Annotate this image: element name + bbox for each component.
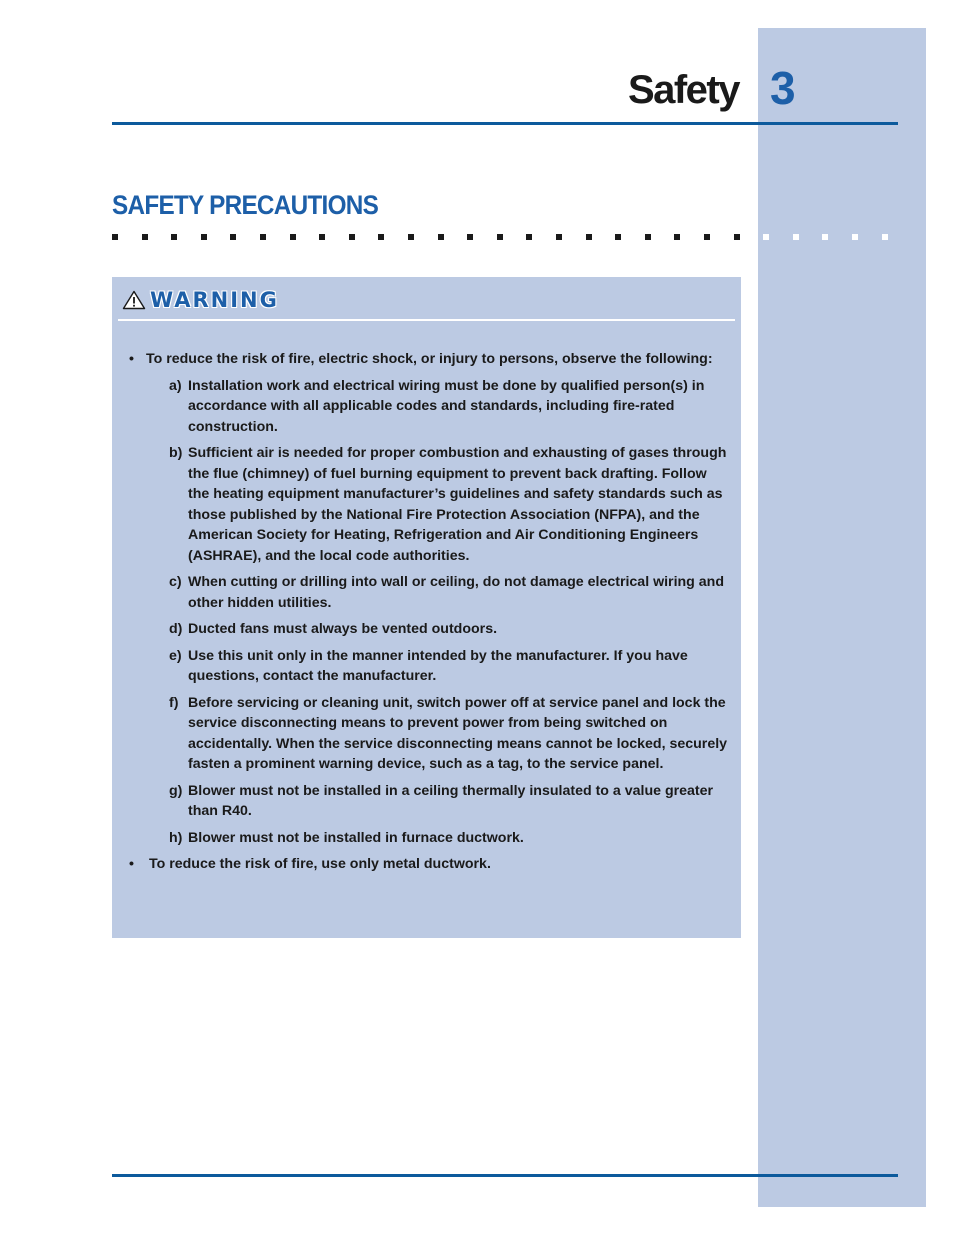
separator-dot [526,234,532,240]
separator-dot [615,234,621,240]
separator-dot [142,234,148,240]
sub-list [112,376,741,849]
list-marker: b) [169,445,183,461]
list-item [112,828,741,849]
warning-rule [118,319,735,321]
warning-content [112,349,741,875]
warning-label: WARNING [150,288,279,312]
chapter-title: Safety [627,68,739,112]
separator-dot [882,234,888,240]
separator-dot [290,234,296,240]
separator-dot [852,234,858,240]
separator-dot [408,234,414,240]
separator-dot [586,234,592,240]
list-marker: f) [169,694,179,711]
separator-dot [704,234,710,240]
separator-dot [674,234,680,240]
list-text: Use this unit only in the manner intended by the manufacturer. If you have questions, contact the manufacturer. [188,647,688,684]
separator-dot [260,234,266,240]
separator-dot [467,234,473,240]
separator-dot [497,234,503,240]
list-marker: g) [169,782,183,799]
chapter-number: 3 [770,62,796,114]
list-item [112,619,741,640]
list-text: Sufficient air is needed for proper combustion and exhausting of gases through the flue (chimney) of fuel burning equipment to prevent back drafting. Follow the heating equipment manufacturer’s guidelines and safety standards such as those published by the National Fire Protection Association (NFPA), and the American Society for Heating, Refrigeration and Air Conditioning Engineers (ASHRAE), and the local code authorities. [188,445,727,564]
bullet-text: To reduce the risk of fire, electric shock, or injury to persons, observe the following: [146,351,713,367]
warning-box [112,277,741,938]
list-text: Blower must not be installed in a ceiling thermally insulated to a value greater than R40. [188,782,714,819]
separator-dot [378,234,384,240]
warning-triangle-icon [122,290,146,310]
separator-dot [763,234,769,240]
list-marker: h) [169,829,183,846]
list-item [112,693,741,775]
list-item [112,572,741,613]
list-text: Blower must not be installed in furnace ductwork. [188,829,524,846]
list-text: Installation work and electrical wiring must be done by qualified person(s) in accordance with all applicable codes and standards, including fire-rated construction. [188,377,705,435]
separator-dot [734,234,740,240]
list-marker: a) [169,377,182,394]
bullet-dot: • [129,351,134,367]
bullet-text: To reduce the risk of fire, use only metal ductwork. [149,856,491,872]
list-marker: d) [169,621,183,637]
separator-dot [556,234,562,240]
list-text: When cutting or drilling into wall or ceiling, do not damage electrical wiring and other hidden utilities. [188,574,725,611]
list-marker: e) [169,647,182,664]
separator-dot [645,234,651,240]
dotted-separator [112,234,902,242]
warning-header [122,287,279,313]
list-item [112,646,741,687]
section-title: SAFETY PRECAUTIONS [112,190,379,220]
separator-dot [319,234,325,240]
bullet-dot: • [129,856,134,872]
list-item [112,781,741,822]
list-item [112,376,741,438]
separator-dot [201,234,207,240]
separator-dot [171,234,177,240]
separator-dot [112,234,118,240]
list-marker: c) [169,574,182,590]
header-rule [112,122,898,125]
separator-dot [793,234,799,240]
footer-rule [112,1174,898,1177]
separator-dot [230,234,236,240]
list-item [112,443,741,566]
side-band [758,28,926,1207]
list-text: Before servicing or cleaning unit, switch power off at service panel and lock the service disconnecting means to prevent power from being switched on accidentally. When the service disconnecting means cannot be locked, securely fasten a prominent warning device, such as a tag, to the service panel. [188,694,728,772]
list-text: Ducted fans must always be vented outdoors. [188,621,498,637]
separator-dot [438,234,444,240]
bullet-item [112,349,741,370]
separator-dot [349,234,355,240]
bullet-item [112,854,741,875]
separator-dot [822,234,828,240]
